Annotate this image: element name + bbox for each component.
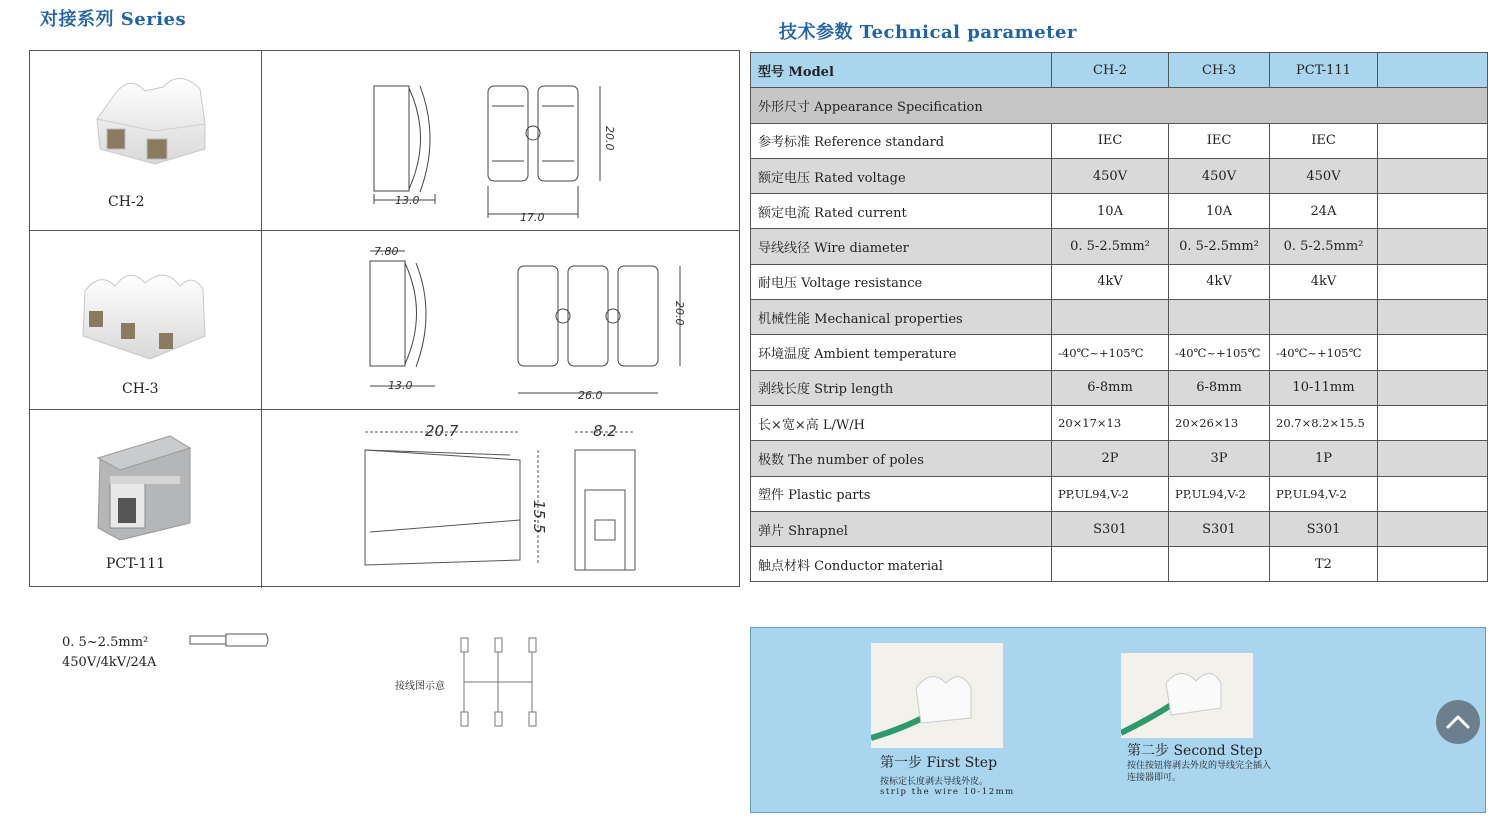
- first-step-title: 第一步 First Step: [880, 755, 998, 771]
- param-value: 450V: [1270, 158, 1378, 193]
- param-value: 0. 5-2.5mm²: [1169, 229, 1270, 264]
- param-value: 10A: [1052, 194, 1169, 229]
- tech-param-row: [751, 511, 1488, 546]
- param-value: [1169, 300, 1270, 335]
- param-label: 额定电流 Rated current: [751, 194, 1052, 229]
- param-label: 塑件 Plastic parts: [751, 476, 1052, 511]
- dim-width: 13.0: [395, 194, 420, 207]
- param-value: S301: [1169, 511, 1270, 546]
- tech-header-row: [751, 53, 1488, 88]
- installation-steps-panel: [750, 627, 1486, 813]
- dim-height: 15.5: [530, 500, 548, 534]
- tech-param-row: [751, 476, 1488, 511]
- chevron-up-icon: [1436, 700, 1480, 744]
- param-value: IEC: [1169, 123, 1270, 158]
- param-label: 环境温度 Ambient temperature: [751, 335, 1052, 370]
- column-header: CH-3: [1169, 53, 1270, 88]
- param-value: S301: [1270, 511, 1378, 546]
- param-label: 机械性能 Mechanical properties: [751, 300, 1052, 335]
- param-value: IEC: [1270, 123, 1378, 158]
- series-model-label: CH-3: [122, 381, 159, 397]
- column-header: PCT-111: [1270, 53, 1378, 88]
- ch2-product-image: [85, 69, 215, 189]
- tech-param-row: [751, 441, 1488, 476]
- dim-depth: 7.80: [374, 245, 399, 258]
- param-value: 450V: [1052, 158, 1169, 193]
- wire-spec: 0. 5~2.5mm²: [62, 635, 149, 650]
- param-value: 4kV: [1169, 264, 1270, 299]
- tech-param-row: [751, 194, 1488, 229]
- dim-length: 20.7: [425, 422, 459, 440]
- param-label: 剥线长度 Strip length: [751, 370, 1052, 405]
- dim-width: 8.2: [593, 422, 617, 440]
- tech-param-row: [751, 264, 1488, 299]
- second-step-desc: 按住按钮将剥去外皮的导线完全插入 连接器即可。: [1127, 761, 1272, 783]
- ch3-product-image: [75, 261, 215, 371]
- param-label: 参考标准 Reference standard: [751, 123, 1052, 158]
- param-value: 6-8mm: [1052, 370, 1169, 405]
- series-model-label: PCT-111: [106, 556, 166, 572]
- param-value: [1052, 547, 1169, 582]
- second-step-photo: [1121, 653, 1253, 738]
- param-label: 长×宽×高 L/W/H: [751, 405, 1052, 440]
- param-value: 2P: [1052, 441, 1169, 476]
- ch2-dimension-drawing: [360, 76, 650, 226]
- series-table: [29, 50, 740, 587]
- param-value: 4kV: [1052, 264, 1169, 299]
- tech-param-row: [751, 229, 1488, 264]
- dim-height: 20.0: [673, 301, 686, 326]
- tech-param-row: [751, 405, 1488, 440]
- dim-height: 20.0: [603, 126, 616, 151]
- param-value: [1270, 300, 1378, 335]
- dim-length: 17.0: [520, 211, 545, 224]
- second-step-title: 第二步 Second Step: [1127, 743, 1263, 759]
- param-value: -40℃~+105℃: [1052, 335, 1169, 370]
- pct111-dimension-drawing: [360, 420, 680, 585]
- wiring-diagram-icon: [455, 636, 545, 732]
- first-step-desc-en: strip the wire 10-12mm: [880, 787, 1015, 797]
- param-value: -40℃~+105℃: [1169, 335, 1270, 370]
- param-value: 20×26×13: [1169, 405, 1270, 440]
- model-header: 型号 Model: [751, 53, 1052, 88]
- param-label: 额定电压 Rated voltage: [751, 158, 1052, 193]
- param-value: PP,UL94,V-2: [1052, 476, 1169, 511]
- param-value: S301: [1052, 511, 1169, 546]
- param-value: 10-11mm: [1270, 370, 1378, 405]
- param-value: 10A: [1169, 194, 1270, 229]
- param-value: 6-8mm: [1169, 370, 1270, 405]
- tech-param-row: [751, 547, 1488, 582]
- first-step-photo: [871, 643, 1003, 748]
- pct111-product-image: [90, 428, 200, 543]
- electric-spec: 450V/4kV/24A: [62, 655, 157, 670]
- series-model-label: CH-2: [108, 194, 145, 210]
- param-value: 20.7×8.2×15.5: [1270, 405, 1378, 440]
- wiring-diagram-label: 接线图示意: [395, 681, 445, 692]
- param-value: [1169, 547, 1270, 582]
- tech-param-row: [751, 123, 1488, 158]
- tech-param-row: [751, 300, 1488, 335]
- param-value: T2: [1270, 547, 1378, 582]
- scroll-top-button[interactable]: [1436, 700, 1480, 744]
- ch3-dimension-drawing: [360, 241, 690, 406]
- param-value: 4kV: [1270, 264, 1378, 299]
- param-value: 0. 5-2.5mm²: [1052, 229, 1169, 264]
- param-value: PP,UL94,V-2: [1169, 476, 1270, 511]
- param-value: 24A: [1270, 194, 1378, 229]
- tech-param-row: [751, 158, 1488, 193]
- param-value: 20×17×13: [1052, 405, 1169, 440]
- column-header: CH-2: [1052, 53, 1169, 88]
- param-value: PP,UL94,V-2: [1270, 476, 1378, 511]
- spec-summary: [62, 633, 156, 673]
- dim-width: 13.0: [388, 379, 413, 392]
- param-value: 1P: [1270, 441, 1378, 476]
- param-value: 0. 5-2.5mm²: [1270, 229, 1378, 264]
- param-value: 450V: [1169, 158, 1270, 193]
- tech-param-row: [751, 335, 1488, 370]
- param-label: 触点材料 Conductor material: [751, 547, 1052, 582]
- param-value: IEC: [1052, 123, 1169, 158]
- param-label: 外形尺寸 Appearance Specification: [751, 88, 1488, 123]
- first-step-desc-cn: 按标定长度剥去导线外皮。: [880, 777, 989, 787]
- tech-param-row: [751, 370, 1488, 405]
- wire-icon: [188, 632, 272, 650]
- param-label: 极数 The number of poles: [751, 441, 1052, 476]
- param-label: 弹片 Shrapnel: [751, 511, 1052, 546]
- tech-section-row: [751, 88, 1488, 123]
- param-label: 导线线径 Wire diameter: [751, 229, 1052, 264]
- series-row-pct111: [30, 410, 739, 588]
- param-value: 3P: [1169, 441, 1270, 476]
- series-title: 对接系列 Series: [40, 9, 187, 30]
- tech-params-table: [750, 52, 1488, 582]
- dim-length: 26.0: [578, 389, 603, 402]
- tech-params-title: 技术参数 Technical parameter: [779, 22, 1077, 43]
- param-label: 耐电压 Voltage resistance: [751, 264, 1052, 299]
- param-value: -40℃~+105℃: [1270, 335, 1378, 370]
- series-row-ch2: [30, 51, 739, 231]
- series-row-ch3: [30, 231, 739, 410]
- param-value: [1052, 300, 1169, 335]
